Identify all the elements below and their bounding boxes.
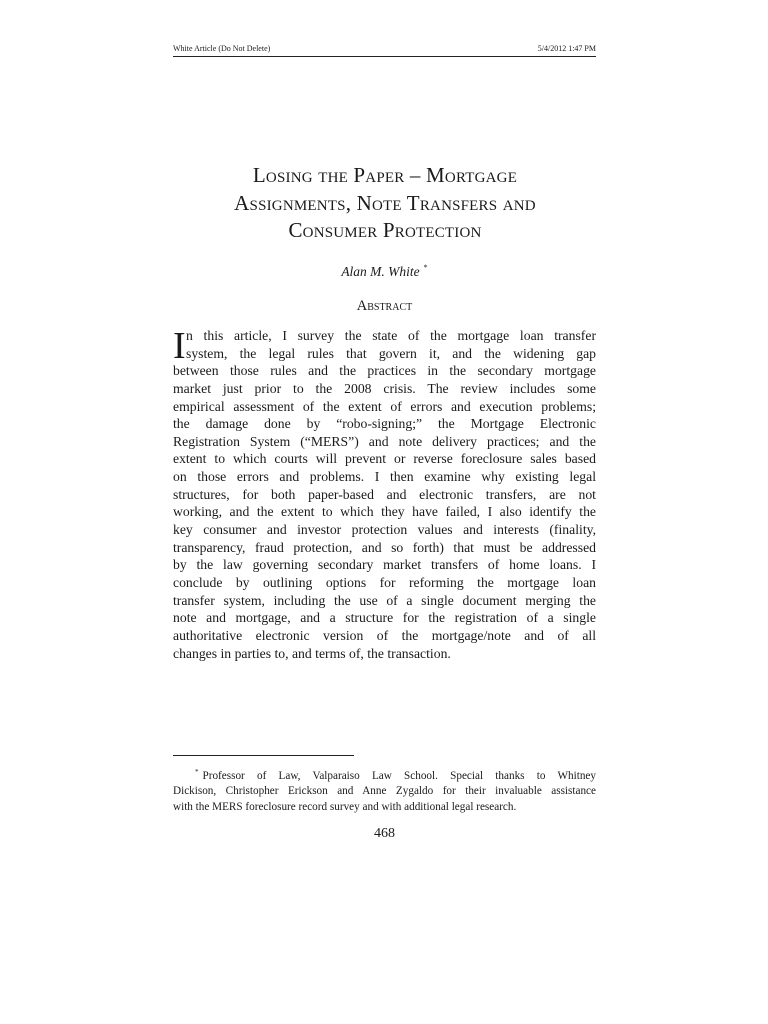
running-header xyxy=(173,44,596,57)
abstract-line: Registration System (“MERS”) and note delivery practices; and the xyxy=(173,433,596,449)
title-line: Consumer Protection xyxy=(288,218,482,242)
abstract-line: note and mortgage, and a structure for the registration of a single xyxy=(173,610,596,626)
abstract-heading: Abstract xyxy=(356,298,413,314)
footnote-line: with the MERS foreclosure record survey and with additional legal research. xyxy=(173,800,517,813)
drop-cap: I xyxy=(173,325,186,367)
abstract-line: changes in parties to, and terms of, the transaction. xyxy=(173,645,451,661)
abstract-line: working, and the extent to which they have failed, I also identify the xyxy=(173,504,596,520)
abstract-line: n this article, I survey the state of the mortgage loan transfer xyxy=(186,328,596,343)
abstract-body xyxy=(173,327,596,662)
abstract-line: transparency, fraud protection, and so forth) that must be addressed xyxy=(173,539,596,555)
abstract-line: extent to which courts will prevent or reverse foreclosure sales based xyxy=(173,451,596,467)
abstract-line: between those rules and the practices in the secondary mortgage xyxy=(173,363,596,379)
footnote-divider xyxy=(173,755,354,756)
title-line: Assignments, Note Transfers and xyxy=(234,190,536,215)
article-title xyxy=(150,162,620,245)
footnote-line xyxy=(173,765,596,784)
author-name: Alan M. White xyxy=(341,264,420,279)
header-right: 5/4/2012 1:47 PM xyxy=(537,44,596,53)
abstract-line: transfer system, including the use of a single document merging the xyxy=(173,592,596,608)
footnote xyxy=(173,765,596,815)
abstract-line: system, the legal rules that govern it, and the widening gap xyxy=(186,345,596,361)
abstract-line: the damage done by “robo-signing;” the Mortgage Electronic xyxy=(173,416,596,432)
author-line xyxy=(173,263,596,280)
footnote-line: Dickison, Christopher Erickson and Anne Zygaldo for their invaluable assistance xyxy=(173,785,596,798)
abstract-line: key consumer and investor protection values and interests (finality, xyxy=(173,522,596,538)
abstract-line: conclude by outlining options for reforming the mortgage loan xyxy=(173,574,596,590)
header-left: White Article (Do Not Delete) xyxy=(173,44,271,53)
abstract-line: on those errors and problems. I then examine why existing legal xyxy=(173,469,596,485)
abstract-line: authoritative electronic version of the mortgage/note and of all xyxy=(173,627,596,643)
author-footnote-marker: * xyxy=(423,263,428,272)
abstract-line: by the law governing secondary market transfers of home loans. I xyxy=(173,557,596,573)
page-number: 468 xyxy=(374,826,395,841)
footnote-marker: * xyxy=(195,768,199,776)
footnote-text: Professor of Law, Valparaiso Law School. Special thanks to Whitney xyxy=(202,770,596,782)
abstract-line: structures, for both paper-based and electronic transfers, are not xyxy=(173,486,596,502)
abstract-line: empirical assessment of the extent of errors and execution problems; xyxy=(173,398,596,414)
title-line: Losing the Paper – Mortgage xyxy=(252,163,518,187)
abstract-line: market just prior to the 2008 crisis. The review includes some xyxy=(173,380,596,396)
